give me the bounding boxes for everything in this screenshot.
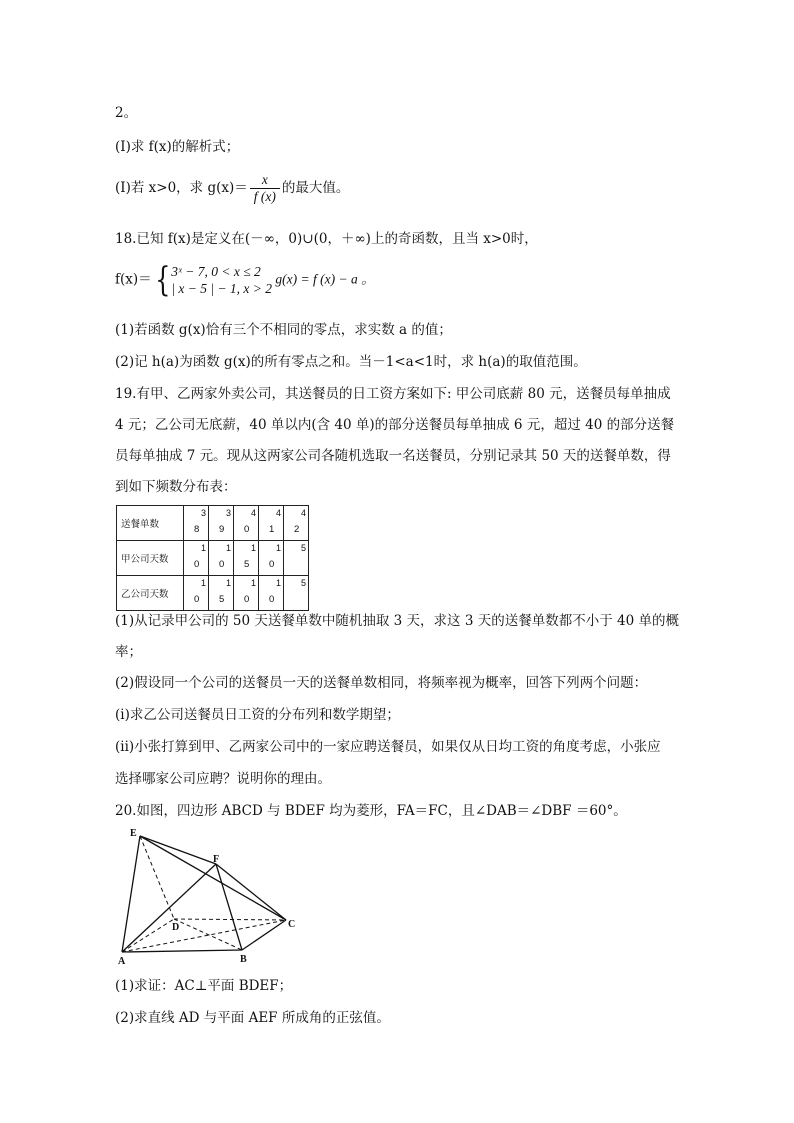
edge-DB — [174, 919, 242, 950]
row-label: 乙公司天数 — [117, 576, 184, 611]
table-row — [117, 541, 309, 576]
table-cell: 5 — [284, 541, 309, 576]
table-cell: 4 0 — [234, 506, 259, 541]
table-cell: 1 0 — [184, 541, 209, 576]
q17-part2-suffix: 的最大值。 — [281, 180, 350, 196]
edge-FB — [216, 864, 242, 950]
table-cell: 1 0 — [184, 576, 209, 611]
edge-AD — [122, 919, 174, 952]
edge-EA — [122, 836, 140, 952]
edge-ED — [140, 836, 174, 919]
edge-BC — [242, 920, 286, 950]
table-cell: 3 9 — [209, 506, 234, 541]
edge-AB — [122, 950, 242, 952]
geometry-figure — [112, 826, 312, 966]
table-row — [117, 576, 309, 611]
q17-part2 — [115, 172, 349, 205]
table-cell: 1 0 — [259, 576, 284, 611]
label-D: D — [172, 922, 180, 933]
q20-part2: (2)求直线 AD 与平面 AEF 所成角的正弦值。 — [115, 1010, 390, 1026]
label-B: B — [240, 954, 247, 965]
table-cell: 5 — [284, 576, 309, 611]
q18-gx: g(x) = f (x) − a 。 — [272, 271, 375, 287]
edge-EC — [140, 836, 286, 920]
q19-part2-ii-a: (ii)小张打算到甲、乙两家公司中的一家应聘送餐员，如果仅从日均工资的角度考虑，小张应 — [115, 739, 661, 755]
edge-EF — [140, 836, 216, 864]
q18-part2: (2)记 h(a)为函数 g(x)的所有零点之和。当－1<a<1时，求 h(a)的取值范围。 — [115, 354, 587, 370]
q18-piecewise — [115, 259, 375, 300]
table-cell: 1 5 — [234, 541, 259, 576]
table-cell: 1 0 — [234, 576, 259, 611]
q19-stem-3: 员每单抽成 7 元。现从这两家公司各随机选取一名送餐员，分别记录其 50 天的送餐单数，得 — [115, 448, 671, 464]
label-E: E — [130, 828, 137, 839]
q19-part2-ii-b: 选择哪家公司应聘？说明你的理由。 — [115, 771, 331, 787]
case-1: 3ˣ − 7, 0 < x ≤ 2 — [171, 263, 261, 279]
fraction-numerator: x — [250, 172, 280, 189]
case-2: | x − 5 | − 1, x > 2 — [171, 280, 273, 296]
piecewise-cases — [171, 263, 272, 297]
q19-stem-4: 到如下频数分布表： — [115, 479, 237, 495]
table-row — [117, 506, 309, 541]
edge-FC — [216, 864, 286, 920]
table-cell: 4 1 — [259, 506, 284, 541]
q17-part1: (I)求 f(x)的解析式； — [115, 139, 240, 155]
q18-part1: (1)若函数 g(x)恰有三个不相同的零点，求实数 a 的值； — [115, 322, 452, 338]
fraction — [250, 172, 280, 205]
row-label: 送餐单数 — [117, 506, 184, 541]
table-cell: 1 5 — [209, 576, 234, 611]
q19-part1-a: (1)从记录甲公司的 50 天送餐单数中随机抽取 3 天，求这 3 天的送餐单数都不小于 40 单的概 — [115, 613, 679, 629]
label-A: A — [118, 956, 126, 967]
edge-DC — [174, 919, 286, 920]
table-cell: 1 0 — [209, 541, 234, 576]
frequency-table — [116, 505, 309, 611]
fraction-denominator: f (x) — [253, 189, 276, 204]
q19-stem-1: 19.有甲、乙两家外卖公司，其送餐员的日工资方案如下: 甲公司底薪 80 元，送餐员每单抽成 — [115, 386, 671, 402]
q19-part1-b: 率； — [115, 644, 142, 660]
table-cell: 4 2 — [284, 506, 309, 541]
q18-stem: 18.已知 f(x)是定义在(－∞，0)∪(0，＋∞)上的奇函数，且当 x>0时， — [115, 231, 538, 247]
q19-stem-2: 4 元；乙公司无底薪，40 单以内(含 40 单)的部分送餐员每单抽成 6 元，超过 40 的部分送餐 — [115, 417, 675, 433]
q20-stem: 20.如图，四边形 ABCD 与 BDEF 均为菱形，FA＝FC，且∠DAB＝∠DBF ＝60°。 — [115, 803, 627, 819]
label-F: F — [213, 854, 220, 865]
q19-part2: (2)假设同一个公司的送餐员一天的送餐单数相同，将频率视为概率，回答下列两个问题： — [115, 675, 648, 691]
table-cell: 1 0 — [259, 541, 284, 576]
row-label: 甲公司天数 — [117, 541, 184, 576]
q19-part2-i: (i)求乙公司送餐员日工资的分布列和数学期望； — [115, 707, 400, 723]
label-C: C — [288, 919, 296, 930]
q20-part1: (1)求证：AC⊥平面 BDEF； — [115, 978, 293, 994]
left-brace-icon: { — [154, 259, 171, 300]
q18-fx: f(x)＝ — [115, 271, 152, 288]
text-line: 2。 — [115, 105, 138, 121]
table-cell: 3 8 — [184, 506, 209, 541]
q17-part2-prefix: (I)若 x>0，求 g(x)＝ — [115, 180, 248, 196]
